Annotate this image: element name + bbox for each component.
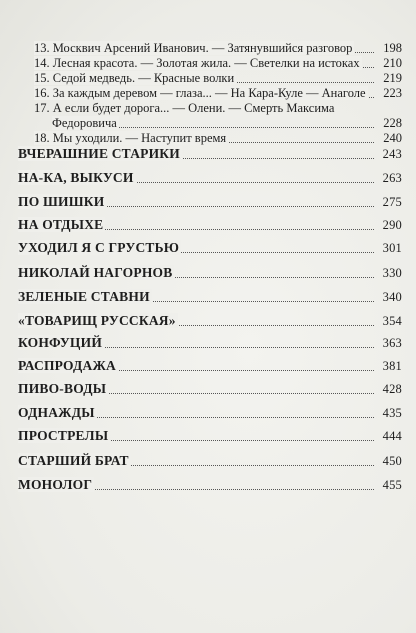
toc-subsection-13	[0, 40, 416, 56]
toc-chapter-title: ПРОСТРЕЛЫ	[18, 428, 109, 443]
toc-subsection-18	[0, 130, 416, 146]
toc-chapter	[0, 358, 416, 374]
toc-chapter-title: «ТОВАРИЩ РУССКАЯ»	[18, 313, 176, 328]
toc-chapter-title: ОДНАЖДЫ	[18, 405, 95, 420]
toc-chapter	[0, 194, 416, 210]
toc-chapter-page: 290	[382, 218, 402, 232]
toc-subsection-13-title: 13. Москвич Арсений Иванович. — Затянувшийся разговор	[34, 41, 353, 55]
toc-chapter-title: ЗЕЛЕНЫЕ СТАВНИ	[18, 289, 150, 304]
toc-chapter-page: 354	[382, 314, 402, 328]
toc-chapter	[0, 265, 416, 281]
toc-subsection-17	[0, 100, 416, 116]
toc-chapter-title: УХОДИЛ Я С ГРУСТЬЮ	[18, 240, 180, 255]
toc-subsection-17-continued	[0, 115, 416, 131]
toc-chapter-page: 263	[382, 171, 402, 185]
toc-subsection-14-page: 210	[383, 56, 402, 70]
toc-chapter-page: 340	[382, 290, 402, 304]
toc-chapter-page: 435	[382, 406, 402, 420]
toc-subsection-14-title: 14. Лесная красота. — Золотая жила. — Светелки на истоках	[34, 56, 360, 70]
toc-chapter-page: 455	[382, 478, 402, 492]
toc-chapter-title: ПО ШИШКИ	[18, 194, 105, 209]
toc-chapter-title: ПИВО-ВОДЫ	[18, 381, 107, 396]
toc-chapter	[0, 289, 416, 305]
toc-chapter-page: 330	[382, 266, 402, 280]
toc-subsection-17-title-continued: Федоровича	[52, 116, 117, 130]
toc-chapter	[0, 170, 416, 186]
toc-subsection-15	[0, 70, 416, 86]
toc-subsection-15-page: 219	[383, 71, 402, 85]
toc-chapter	[0, 453, 416, 469]
toc-chapter	[0, 477, 416, 493]
toc-subsection-18-page: 240	[383, 131, 402, 145]
toc-chapter-title: КОНФУЦИЙ	[18, 335, 103, 350]
toc-chapter-title: РАСПРОДАЖА	[18, 358, 116, 373]
toc-chapter-page: 428	[382, 382, 402, 396]
toc-subsection-13-page: 198	[383, 41, 402, 55]
toc-subsection-16	[0, 85, 416, 101]
toc-chapter	[0, 217, 416, 233]
toc-chapter	[0, 428, 416, 444]
toc-subsection-16-title: 16. За каждым деревом — глаза... — На Кара-Куле — Анаголе	[34, 86, 366, 100]
toc-chapter-title: СТАРШИЙ БРАТ	[18, 453, 129, 468]
toc-chapter-page: 450	[382, 454, 402, 468]
toc-subsection-18-title: 18. Мы уходили. — Наступит время	[34, 131, 227, 145]
toc-chapter-page: 363	[382, 336, 402, 350]
toc-chapter-page: 243	[382, 147, 402, 161]
toc-chapter-title: НИКОЛАЙ НАГОРНОВ	[18, 265, 173, 280]
toc-chapter	[0, 335, 416, 351]
toc-subsection-17-page: 228	[383, 116, 402, 130]
toc-chapter-title: НА ОТДЫХЕ	[18, 217, 104, 232]
toc-subsection-17-title: 17. А если будет дорога... — Олени. — Смерть Максима	[34, 101, 335, 115]
toc-chapter-title: МОНОЛОГ	[18, 477, 93, 492]
toc-chapter-page: 301	[382, 241, 402, 255]
toc-chapter-title: НА-КА, ВЫКУСИ	[18, 170, 134, 185]
toc-subsection-16-page: 223	[383, 86, 402, 100]
toc-chapter-page: 381	[382, 359, 402, 373]
toc-chapter-page: 275	[382, 195, 402, 209]
toc-chapter	[0, 146, 416, 162]
toc-chapter-page: 444	[382, 429, 402, 443]
toc-chapter	[0, 381, 416, 397]
toc-chapter	[0, 313, 416, 329]
toc-chapter-title: ВЧЕРАШНИЕ СТАРИКИ	[18, 146, 180, 161]
toc-subsection-14	[0, 55, 416, 71]
toc-chapter	[0, 405, 416, 421]
toc-subsection-15-title: 15. Седой медведь. — Красные волки	[34, 71, 235, 85]
toc-chapter	[0, 240, 416, 256]
